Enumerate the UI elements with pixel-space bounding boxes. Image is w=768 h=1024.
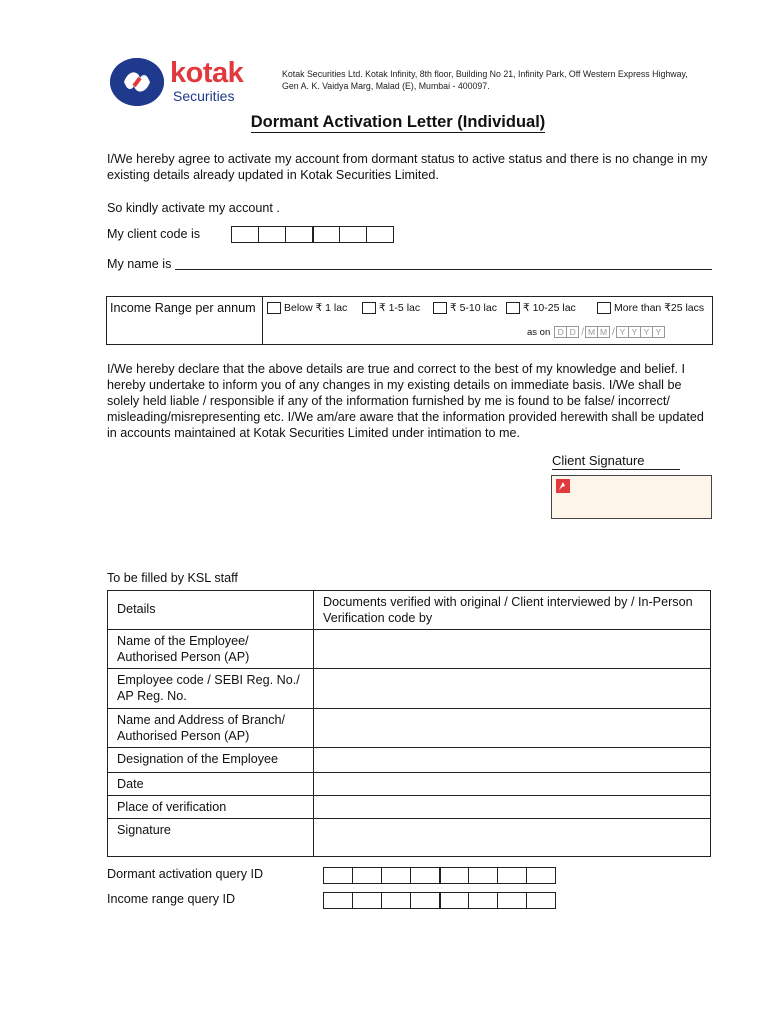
income-query-boxes[interactable]: [324, 892, 556, 909]
signature-underline: [552, 469, 680, 470]
logo-subtitle: Securities: [173, 88, 235, 104]
table-row-label: Employee code / SEBI Reg. No./ AP Reg. No.: [108, 669, 314, 709]
staff-verification-table: [107, 590, 711, 857]
staff-heading: To be filled by KSL staff: [107, 571, 238, 585]
dormant-query-label: Dormant activation query ID: [107, 867, 264, 881]
page-title: Dormant Activation Letter (Individual): [250, 113, 546, 131]
as-on-label: as on: [527, 326, 551, 338]
name-input-line[interactable]: [175, 269, 712, 270]
table-row-label: Signature: [108, 819, 314, 857]
client-signature-label: Client Signature: [552, 453, 645, 468]
checkbox-icon[interactable]: [597, 302, 611, 314]
checkbox-icon[interactable]: [433, 302, 447, 314]
client-signature-box[interactable]: [551, 475, 712, 519]
sign-here-icon: [556, 479, 570, 493]
intro-paragraph: I/We hereby agree to activate my account from dormant status to active status and there is no change in my existing details already updated in Kotak Securities Limited.: [107, 152, 708, 182]
client-code-boxes[interactable]: [232, 226, 394, 243]
kotak-logo-icon: [110, 58, 164, 106]
checkbox-icon[interactable]: [267, 302, 281, 314]
checkbox-icon[interactable]: [506, 302, 520, 314]
client-code-label: My client code is: [107, 227, 201, 241]
income-option-more-25[interactable]: More than ₹25 lacs: [597, 302, 704, 314]
table-row-label: Date: [108, 773, 314, 796]
income-option-10-25[interactable]: ₹ 10-25 lac: [506, 302, 576, 314]
table-header-details: Details: [108, 591, 314, 630]
table-row-label: Place of verification: [108, 796, 314, 819]
table-row-label: Name and Address of Branch/ Authorised Person (AP): [108, 709, 314, 748]
table-row-input[interactable]: [314, 748, 711, 773]
income-option-below-1[interactable]: Below ₹ 1 lac: [267, 302, 347, 314]
company-address: Kotak Securities Ltd. Kotak Infinity, 8th floor, Building No 21, Infinity Park, Off Western Express Highway, Gen A. K. Vaidya Marg, Malad (E), Mumbai - 400097.: [282, 69, 688, 91]
income-label: Income Range per annum: [110, 301, 256, 315]
table-row-input[interactable]: [314, 669, 711, 709]
logo-wordmark: kotak: [170, 57, 244, 89]
table-row-input[interactable]: [314, 709, 711, 748]
declaration-paragraph: I/We hereby declare that the above details are true and correct to the best of my knowledge and belief. I hereby undertake to inform you of any changes in my existing details on immediate basis. I/We shall be solely held liable / responsible if any of the information furnished by me is found to be false/ incorrect/ misleading/misrepresenting etc. I/We am/are aware that the information provided herewith shall be updated in accounts maintained at Kotak Securities Limited under intimation to me.: [107, 362, 704, 440]
income-query-label: Income range query ID: [107, 892, 236, 906]
table-row-label: Designation of the Employee: [108, 748, 314, 773]
as-on-date[interactable]: as on D D / M M / Y Y Y Y: [527, 326, 665, 338]
table-row-input[interactable]: [314, 796, 711, 819]
table-row-input[interactable]: [314, 630, 711, 669]
table-row-input[interactable]: [314, 773, 711, 796]
request-text: So kindly activate my account .: [107, 201, 280, 215]
income-option-5-10[interactable]: ₹ 5-10 lac: [433, 302, 497, 314]
table-row-input[interactable]: [314, 819, 711, 857]
dormant-query-boxes[interactable]: [324, 867, 556, 884]
checkbox-icon[interactable]: [362, 302, 376, 314]
income-divider: [262, 296, 263, 345]
table-row-label: Name of the Employee/ Authorised Person (AP): [108, 630, 314, 669]
name-label: My name is: [107, 257, 172, 271]
income-option-1-5[interactable]: ₹ 1-5 lac: [362, 302, 420, 314]
table-header-documents: Documents verified with original / Client interviewed by / In-Person Verification code by: [314, 591, 711, 630]
